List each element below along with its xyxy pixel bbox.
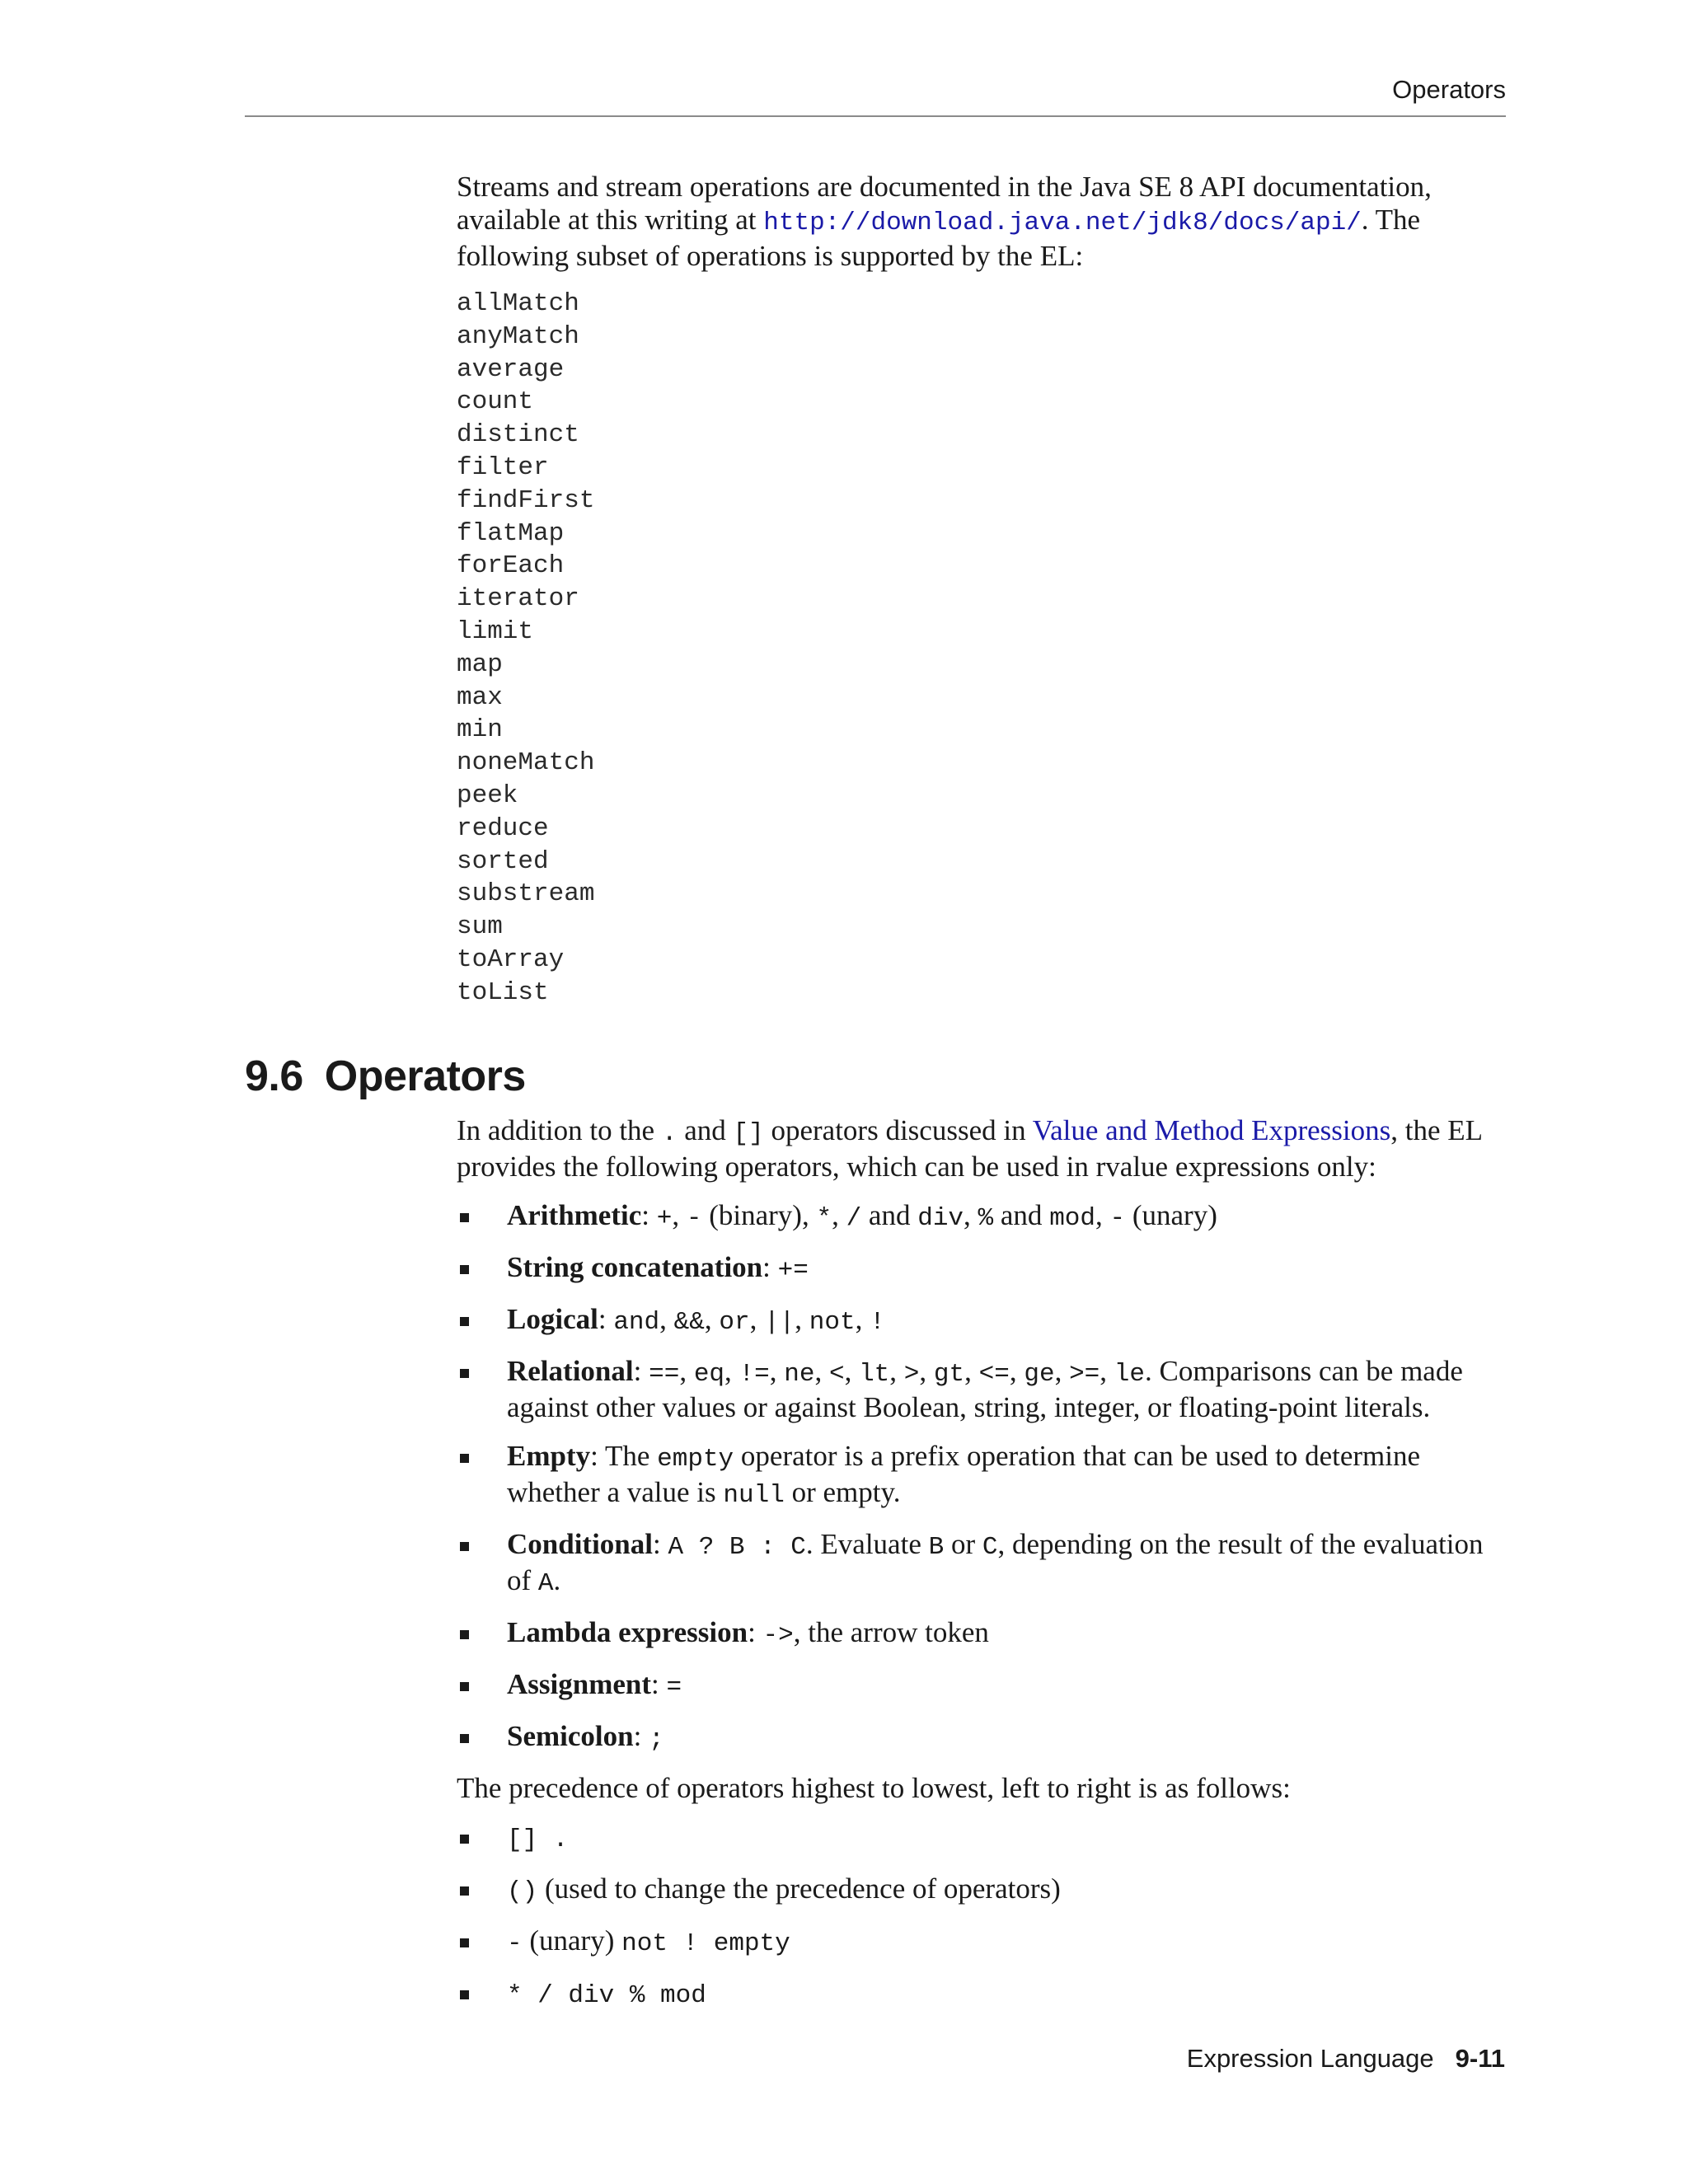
code: le	[1114, 1360, 1145, 1389]
operator-label: String concatenation	[507, 1251, 763, 1283]
ops-intro-text: and	[677, 1114, 734, 1146]
section-title: Operators	[324, 1052, 526, 1100]
text: (unary)	[1125, 1199, 1217, 1231]
stream-operation-item: distinct	[457, 420, 579, 450]
page-number: 9-11	[1455, 2044, 1505, 2073]
code: not	[809, 1308, 856, 1337]
code: &&	[673, 1308, 705, 1337]
stream-operation-item: flatMap	[457, 518, 565, 548]
code: gt	[933, 1360, 965, 1389]
code: A ? B : C	[668, 1533, 806, 1562]
code: A	[537, 1569, 554, 1598]
code: ;	[649, 1725, 664, 1754]
code: lt	[859, 1360, 890, 1389]
text: and	[861, 1199, 918, 1231]
stream-operation-item: sorted	[457, 846, 549, 876]
stream-operation-item: toArray	[457, 944, 565, 974]
precedence-item	[457, 1976, 1507, 2013]
operator-item-conditional: Conditional: A ? B : C. Evaluate B or C, depending on the result of the evaluation of A.	[457, 1528, 1507, 1601]
operator-item-lambda: Lambda expression: ->, the arrow token	[457, 1616, 1507, 1652]
stream-operation-item: filter	[457, 452, 549, 482]
text: . Evaluate	[805, 1528, 929, 1560]
operator-label: Semicolon	[507, 1720, 634, 1752]
bullet-icon	[460, 1454, 469, 1463]
text: (binary),	[701, 1199, 817, 1231]
ops-intro-text: , the EL provides the following operators, which can be used in rvalue expressions only:	[457, 1114, 1482, 1183]
stream-operation-item: peek	[457, 780, 518, 810]
bullet-icon	[460, 1317, 469, 1326]
code: !=	[738, 1360, 770, 1389]
dot-operator-code: .	[661, 1119, 678, 1148]
code: +	[656, 1204, 673, 1233]
operator-item-arithmetic: Arithmetic: +, - (binary), *, / and div, % and mod, - (unary)	[457, 1199, 1507, 1235]
operator-label: Empty	[507, 1440, 591, 1472]
operator-label: Relational	[507, 1355, 634, 1387]
stream-operation-item: average	[457, 354, 565, 384]
stream-operation-item: max	[457, 682, 503, 712]
text: .	[553, 1564, 561, 1596]
bullet-icon	[460, 1213, 469, 1222]
code: ge	[1024, 1360, 1055, 1389]
stream-operation-item: reduce	[457, 813, 549, 843]
code: [] .	[507, 1825, 569, 1854]
intro-text-end: . The following subset of operations is supported by the EL:	[457, 204, 1421, 272]
operator-label: Assignment	[507, 1668, 652, 1700]
footer-chapter: Expression Language	[1186, 2044, 1434, 2073]
stream-operation-item: iterator	[457, 584, 579, 614]
code: ()	[507, 1877, 538, 1906]
bullet-icon	[460, 1734, 469, 1743]
bullet-icon	[460, 1542, 469, 1551]
api-docs-link[interactable]: http://download.java.net/jdk8/docs/api/	[763, 209, 1362, 237]
code: empty	[657, 1445, 734, 1474]
code: ne	[784, 1360, 815, 1389]
code: <=	[978, 1360, 1010, 1389]
code: %	[978, 1204, 994, 1233]
operators-section	[457, 1114, 1507, 2013]
stream-operation-item: noneMatch	[457, 748, 595, 778]
stream-operation-item: min	[457, 715, 503, 745]
code: ||	[764, 1308, 795, 1337]
code: >	[903, 1360, 920, 1389]
code: >=	[1069, 1360, 1100, 1389]
operator-item-relational: Relational: ==, eq, !=, ne, <, lt, >, gt, <=, ge, >=, le. Comparisons can be made against other values or against Boolean, string, integer, or floating-point literals.	[457, 1355, 1507, 1424]
code: *	[816, 1204, 832, 1233]
operator-item-empty	[457, 1440, 1507, 1512]
bullet-icon	[460, 1265, 469, 1274]
text: : The	[590, 1440, 658, 1472]
code: * / div % mod	[507, 1981, 706, 2010]
code: or	[719, 1308, 750, 1337]
section-number: 9.6	[245, 1052, 303, 1100]
ops-intro-text: In addition to the	[457, 1114, 662, 1146]
stream-operation-item: substream	[457, 879, 595, 909]
running-header	[245, 73, 1506, 117]
operators-list	[457, 1199, 1507, 1756]
intro-section	[457, 171, 1507, 1010]
precedence-list	[457, 1821, 1507, 2013]
code: C	[982, 1533, 998, 1562]
code: -	[1109, 1204, 1126, 1233]
intro-text: Streams and stream operations are documented in the Java SE 8 API documentation, available at this writing at	[457, 171, 1432, 236]
code: eq	[693, 1360, 725, 1389]
text: , the arrow token	[793, 1616, 989, 1648]
bullet-icon	[460, 1886, 469, 1896]
operator-item-semicolon: Semicolon: ;	[457, 1720, 1507, 1756]
stream-operation-item: forEach	[457, 551, 565, 581]
operators-intro-paragraph	[457, 1114, 1507, 1183]
stream-operation-item: limit	[457, 616, 534, 646]
stream-operation-item: allMatch	[457, 289, 579, 318]
bullet-icon	[460, 1369, 469, 1378]
stream-operation-item: toList	[457, 977, 549, 1007]
code: not ! empty	[621, 1929, 790, 1958]
running-header-title: Operators	[1392, 75, 1506, 104]
bullet-icon	[460, 1630, 469, 1639]
code: +=	[777, 1256, 809, 1285]
text: operator is a prefix operation that can be used to determine whether a value is	[507, 1440, 1421, 1508]
bullet-icon	[460, 1938, 469, 1947]
bullet-icon	[460, 1990, 469, 1999]
code: -	[686, 1204, 702, 1233]
code: div	[917, 1204, 964, 1233]
operator-item-string-concatenation: String concatenation: +=	[457, 1251, 1507, 1287]
stream-operation-item: findFirst	[457, 485, 595, 515]
operator-item-logical: Logical: and, &&, or, ||, not, !	[457, 1303, 1507, 1339]
ops-intro-text: operators discussed in	[763, 1114, 1033, 1146]
text: or empty.	[784, 1476, 901, 1508]
precedence-intro: The precedence of operators highest to lowest, left to right is as follows:	[457, 1772, 1291, 1804]
stream-operations-list	[457, 288, 1507, 1010]
code: ==	[649, 1360, 680, 1389]
code: -	[507, 1929, 523, 1958]
bullet-icon	[460, 1682, 469, 1691]
operator-item-assignment: Assignment: =	[457, 1668, 1507, 1704]
section-heading	[245, 1052, 526, 1101]
text: or	[944, 1528, 982, 1560]
operator-label: Arithmetic	[507, 1199, 642, 1231]
code: ->	[762, 1621, 794, 1650]
stream-operation-item: count	[457, 387, 534, 417]
precedence-item	[457, 1821, 1507, 1857]
code: and	[613, 1308, 660, 1337]
text: (used to change the precedence of operators)	[537, 1872, 1061, 1905]
precedence-item	[457, 1872, 1507, 1909]
code: <	[828, 1360, 845, 1389]
stream-operation-item: map	[457, 649, 503, 679]
page-footer	[1187, 2044, 1505, 2074]
bracket-operator-code: []	[733, 1119, 764, 1148]
code: =	[666, 1673, 682, 1702]
code: mod	[1049, 1204, 1095, 1233]
code: /	[846, 1204, 862, 1233]
code: null	[723, 1481, 785, 1510]
stream-operation-item: anyMatch	[457, 321, 579, 351]
code: B	[928, 1533, 945, 1562]
text: , depending on the result of the evaluation of	[507, 1528, 1484, 1596]
value-method-expressions-link[interactable]: Value and Method Expressions	[1032, 1114, 1391, 1146]
text: and	[993, 1199, 1050, 1231]
intro-paragraph	[457, 171, 1507, 273]
operator-label: Conditional	[507, 1528, 653, 1560]
text: . Comparisons can be made against other values or against Boolean, string, integer, or floating-point literals.	[507, 1355, 1463, 1423]
text: (unary)	[522, 1924, 622, 1957]
operator-label: Lambda expression	[507, 1616, 748, 1648]
precedence-item	[457, 1924, 1507, 1961]
code: !	[870, 1308, 885, 1337]
operator-label: Logical	[507, 1303, 598, 1335]
stream-operation-item: sum	[457, 912, 503, 942]
bullet-icon	[460, 1835, 469, 1844]
